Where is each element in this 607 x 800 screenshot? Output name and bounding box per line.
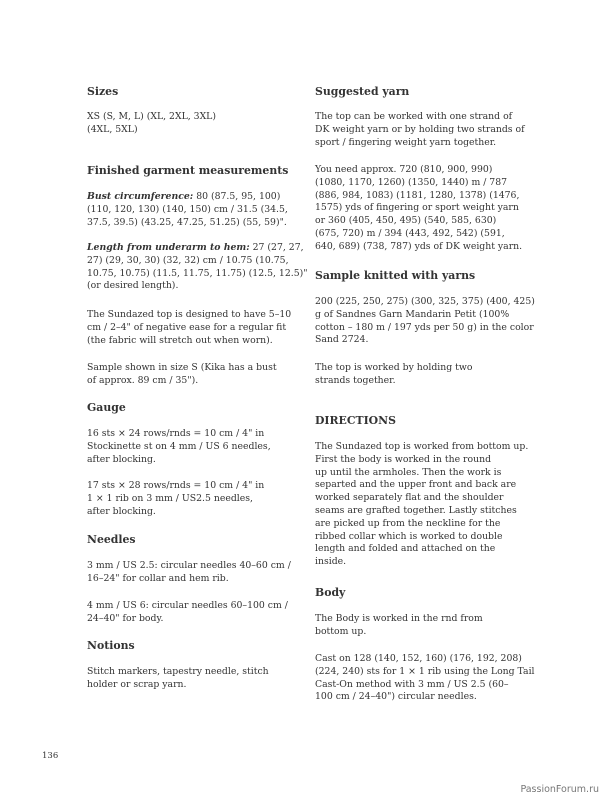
notions-heading: Notions [87, 639, 135, 652]
directions-heading: DIRECTIONS [315, 414, 396, 427]
cast-on-text [315, 653, 535, 704]
suggested-yarn-heading: Suggested yarn [315, 85, 410, 98]
needles-line: 24–40" for body. [87, 612, 164, 624]
sample-strands-line: strands together. [315, 374, 396, 386]
sample-strands-line: The top is worked by holding two [315, 362, 473, 373]
bust-circumference-text [87, 191, 288, 229]
sizes-heading: Sizes [87, 85, 119, 98]
gauge-line: after blocking. [87, 453, 156, 465]
length-line: 10.75, 10.75) (11.5, 11.75, 11.75) (12.5, 12.5)" [87, 267, 308, 279]
sample-yarn-line: Sand 2724. [315, 334, 369, 346]
length-value: 27 (27, 27, [249, 242, 304, 253]
gauge-rib-text [87, 480, 264, 518]
sample-yarns-heading: Sample knitted with yarns [315, 269, 476, 282]
gauge-line: 16 sts × 24 rows/rnds = 10 cm / 4" in [87, 428, 265, 439]
gauge-line: after blocking. [87, 505, 156, 517]
ease-text [87, 309, 291, 347]
notions-line: holder or scrap yarn. [87, 678, 187, 690]
bust-value: 80 (87.5, 95, 100) [193, 191, 281, 202]
yarn-line: sport / fingering weight yarn together. [315, 136, 497, 148]
sizes-line: XS (S, M, L) (XL, 2XL, 3XL) [87, 111, 216, 122]
gauge-line: Stockinette st on 4 mm / US 6 needles, [87, 440, 271, 452]
yarn-amount-line: You need approx. 720 (810, 900, 990) [315, 164, 493, 175]
sample-size-line: of approx. 89 cm / 35"). [87, 374, 199, 386]
yarn-weight-text [315, 111, 525, 149]
body-line: bottom up. [315, 625, 367, 637]
yarn-amount-line: (675, 720) m / 394 (443, 492, 542) (591, [315, 227, 505, 239]
yarn-amount-line: 1575) yds of fingering or sport weight yarn [315, 202, 519, 214]
sample-yarn-line: 200 (225, 250, 275) (300, 325, 375) (400, 425) [315, 296, 535, 307]
notions-text [87, 666, 269, 692]
directions-line: up until the armholes. Then the work is [315, 466, 502, 478]
sample-yarn-line: g of Sandnes Garn Mandarin Petit (100% [315, 308, 510, 320]
cast-on-line: Cast on 128 (140, 152, 160) (176, 192, 208) [315, 653, 522, 664]
bust-line: (110, 120, 130) (140, 150) cm / 31.5 (34.5, [87, 203, 288, 215]
directions-line: are picked up from the neckline for the [315, 517, 501, 529]
bust-line: 37.5, 39.5) (43.25, 47.25, 51.25) (55, 59)". [87, 216, 287, 228]
needles-line: 4 mm / US 6: circular needles 60–100 cm / [87, 600, 288, 611]
length-text [87, 242, 308, 293]
notions-line: Stitch markers, tapestry needle, stitch [87, 666, 269, 677]
body-intro-text [315, 613, 483, 639]
needles-line: 16–24" for collar and hem rib. [87, 572, 229, 584]
bust-label: Bust circumference: [87, 191, 194, 202]
yarn-line: The top can be worked with one strand of [315, 111, 513, 122]
sizes-line: (4XL, 5XL) [87, 123, 138, 135]
sample-yarn-text [315, 296, 535, 347]
sample-yarn-line: cotton – 180 m / 197 yds per 50 g) in the color [315, 321, 534, 333]
yarn-amount-line: (1080, 1170, 1260) (1350, 1440) m / 787 [315, 176, 508, 188]
ease-line: cm / 2–4" of negative ease for a regular fit [87, 321, 287, 333]
directions-line: length and folded and attached on the [315, 543, 496, 555]
needles-heading: Needles [87, 533, 136, 546]
cast-on-line: 100 cm / 24–40") circular needles. [315, 691, 477, 703]
directions-line: inside. [315, 556, 347, 568]
needles-line: 3 mm / US 2.5: circular needles 40–60 cm / [87, 560, 291, 571]
needles-3mm-text [87, 560, 291, 586]
ease-line: The Sundazed top is designed to have 5–10 [87, 309, 292, 320]
body-line: The Body is worked in the rnd from [315, 613, 483, 624]
length-label: Length from underarm to hem: [87, 242, 250, 253]
directions-line: seams are grafted together. Lastly stitches [315, 504, 517, 516]
bust-line [87, 191, 288, 204]
gauge-heading: Gauge [87, 401, 126, 414]
length-line: (or desired length). [87, 280, 179, 292]
sample-size-text [87, 362, 277, 388]
yarn-amount-line: 640, 689) (738, 787) yds of DK weight yarn. [315, 240, 523, 252]
needles-4mm-text [87, 600, 288, 626]
sizes-text [87, 111, 216, 137]
directions-line: The Sundazed top is worked from bottom up. [315, 441, 529, 452]
directions-line: ribbed collar which is worked to double [315, 530, 503, 542]
directions-text [315, 441, 528, 569]
gauge-line: 17 sts × 28 rows/rnds = 10 cm / 4" in [87, 480, 265, 491]
cast-on-line: Cast-On method with 3 mm / US 2.5 (60– [315, 678, 509, 690]
yarn-amount-line: (886, 984, 1083) (1181, 1280, 1378) (1476, [315, 189, 520, 201]
page-number: 136 [42, 751, 59, 761]
cast-on-line: (224, 240) sts for 1 × 1 rib using the Long Tail [315, 665, 535, 677]
directions-line: worked separately flat and the shoulder [315, 492, 504, 504]
gauge-stockinette-text [87, 428, 271, 466]
gauge-line: 1 × 1 rib on 3 mm / US2.5 needles, [87, 492, 253, 504]
directions-line: First the body is worked in the round [315, 453, 492, 465]
length-line [87, 242, 308, 255]
finished-measurements-heading: Finished garment measurements [87, 164, 289, 177]
ease-line: (the fabric will stretch out when worn). [87, 334, 273, 346]
watermark: PassionForum.ru [520, 784, 599, 795]
yarn-amount-text [315, 164, 522, 254]
yarn-amount-line: or 360 (405, 450, 495) (540, 585, 630) [315, 215, 497, 227]
sample-strands-text [315, 362, 472, 388]
length-line: 27) (29, 30, 30) (32, 32) cm / 10.75 (10.75, [87, 254, 289, 266]
sample-size-line: Sample shown in size S (Kika has a bust [87, 362, 277, 373]
body-heading: Body [315, 586, 346, 599]
yarn-line: DK weight yarn or by holding two strands of [315, 123, 525, 135]
directions-line: separted and the upper front and back are [315, 479, 517, 491]
